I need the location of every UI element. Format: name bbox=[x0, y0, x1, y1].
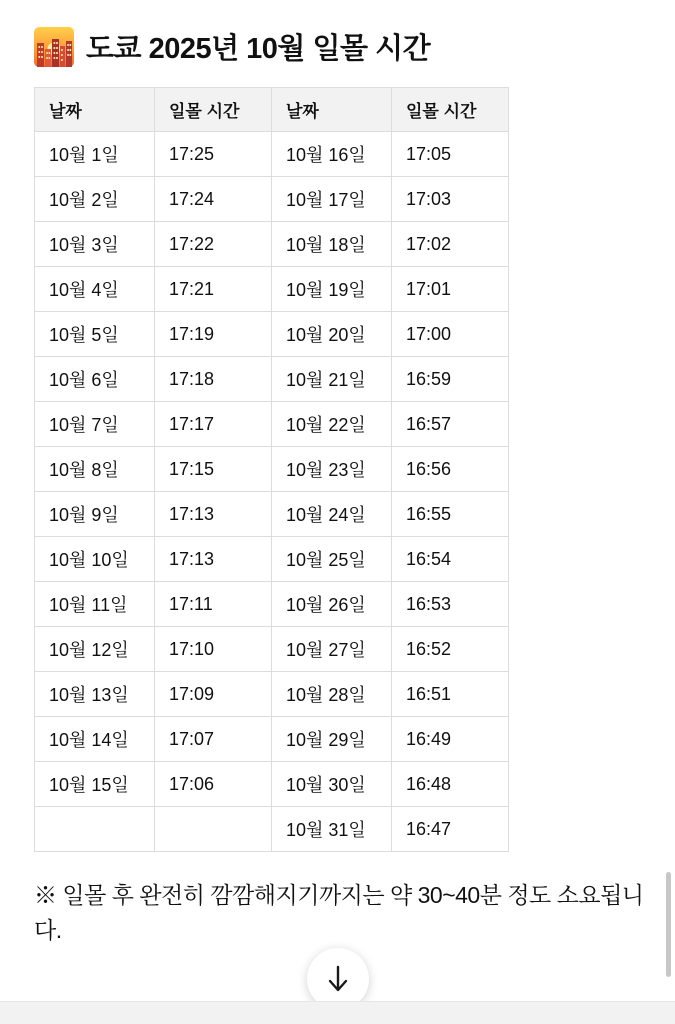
table-header-row bbox=[35, 88, 509, 132]
column-header-date-1: 날짜 bbox=[35, 88, 155, 132]
cell-time-right: 16:53 bbox=[392, 582, 509, 627]
column-header-date-2: 날짜 bbox=[272, 88, 392, 132]
table-row bbox=[35, 672, 509, 717]
table-row bbox=[35, 132, 509, 177]
cell-time-right: 17:05 bbox=[392, 132, 509, 177]
cell-time-right: 16:55 bbox=[392, 492, 509, 537]
column-header-sunset-2: 일몰 시간 bbox=[392, 88, 509, 132]
footnote-text: ※ 일몰 후 완전히 깜깜해지기까지는 약 30~40분 정도 소요됩니다. bbox=[34, 882, 644, 943]
cell-time-left bbox=[155, 807, 272, 852]
table-row bbox=[35, 717, 509, 762]
table-row bbox=[35, 222, 509, 267]
cell-date-left: 10월 13일 bbox=[35, 672, 155, 717]
cell-date-right: 10월 30일 bbox=[272, 762, 392, 807]
cell-date-left: 10월 12일 bbox=[35, 627, 155, 672]
cell-date-left: 10월 3일 bbox=[35, 222, 155, 267]
cell-time-left: 17:25 bbox=[155, 132, 272, 177]
cell-time-left: 17:13 bbox=[155, 492, 272, 537]
cell-time-right: 16:54 bbox=[392, 537, 509, 582]
column-header-sunset-1: 일몰 시간 bbox=[155, 88, 272, 132]
table-row bbox=[35, 402, 509, 447]
table-row bbox=[35, 807, 509, 852]
cell-date-left: 10월 15일 bbox=[35, 762, 155, 807]
cityscape-sunset-icon bbox=[34, 27, 74, 67]
cell-time-right: 17:03 bbox=[392, 177, 509, 222]
table-row bbox=[35, 312, 509, 357]
cell-time-right: 16:56 bbox=[392, 447, 509, 492]
sunset-times-table bbox=[34, 87, 509, 852]
cell-time-left: 17:17 bbox=[155, 402, 272, 447]
cell-time-right: 16:57 bbox=[392, 402, 509, 447]
cell-time-right: 16:49 bbox=[392, 717, 509, 762]
table-row bbox=[35, 627, 509, 672]
table-row bbox=[35, 537, 509, 582]
cell-date-right: 10월 22일 bbox=[272, 402, 392, 447]
cell-time-left: 17:15 bbox=[155, 447, 272, 492]
cell-time-left: 17:19 bbox=[155, 312, 272, 357]
cell-time-right: 16:47 bbox=[392, 807, 509, 852]
cell-time-right: 17:02 bbox=[392, 222, 509, 267]
cell-time-right: 16:51 bbox=[392, 672, 509, 717]
table-row bbox=[35, 492, 509, 537]
cell-date-left bbox=[35, 807, 155, 852]
cell-date-left: 10월 2일 bbox=[35, 177, 155, 222]
table-row bbox=[35, 357, 509, 402]
cell-date-left: 10월 11일 bbox=[35, 582, 155, 627]
page-title-text: 도쿄 2025년 10월 일몰 시간 bbox=[86, 33, 431, 65]
cell-date-right: 10월 19일 bbox=[272, 267, 392, 312]
cell-date-left: 10월 4일 bbox=[35, 267, 155, 312]
cell-time-right: 17:01 bbox=[392, 267, 509, 312]
table-row bbox=[35, 447, 509, 492]
cell-date-right: 10월 21일 bbox=[272, 357, 392, 402]
cell-time-left: 17:13 bbox=[155, 537, 272, 582]
cell-time-right: 16:52 bbox=[392, 627, 509, 672]
cell-date-left: 10월 10일 bbox=[35, 537, 155, 582]
cell-time-left: 17:24 bbox=[155, 177, 272, 222]
cell-time-left: 17:09 bbox=[155, 672, 272, 717]
page-title bbox=[34, 26, 641, 67]
cell-time-right: 17:00 bbox=[392, 312, 509, 357]
cell-time-left: 17:21 bbox=[155, 267, 272, 312]
cell-time-left: 17:22 bbox=[155, 222, 272, 267]
bottom-strip bbox=[0, 1001, 675, 1024]
cell-date-left: 10월 6일 bbox=[35, 357, 155, 402]
cell-date-right: 10월 24일 bbox=[272, 492, 392, 537]
cell-time-left: 17:06 bbox=[155, 762, 272, 807]
cell-date-right: 10월 29일 bbox=[272, 717, 392, 762]
cell-date-right: 10월 28일 bbox=[272, 672, 392, 717]
cell-time-right: 16:59 bbox=[392, 357, 509, 402]
cell-date-left: 10월 1일 bbox=[35, 132, 155, 177]
cell-date-right: 10월 18일 bbox=[272, 222, 392, 267]
table-row bbox=[35, 267, 509, 312]
cell-date-right: 10월 26일 bbox=[272, 582, 392, 627]
cell-date-left: 10월 14일 bbox=[35, 717, 155, 762]
cell-date-right: 10월 16일 bbox=[272, 132, 392, 177]
cell-time-left: 17:18 bbox=[155, 357, 272, 402]
table-row bbox=[35, 582, 509, 627]
table-row bbox=[35, 177, 509, 222]
cell-date-right: 10월 31일 bbox=[272, 807, 392, 852]
cell-date-right: 10월 23일 bbox=[272, 447, 392, 492]
cell-time-right: 16:48 bbox=[392, 762, 509, 807]
cell-date-right: 10월 20일 bbox=[272, 312, 392, 357]
cell-date-left: 10월 7일 bbox=[35, 402, 155, 447]
cell-date-right: 10월 27일 bbox=[272, 627, 392, 672]
cell-date-right: 10월 17일 bbox=[272, 177, 392, 222]
vertical-scrollbar[interactable] bbox=[666, 872, 671, 977]
arrow-down-icon bbox=[325, 964, 351, 994]
cell-date-left: 10월 9일 bbox=[35, 492, 155, 537]
table-row bbox=[35, 762, 509, 807]
cell-date-left: 10월 5일 bbox=[35, 312, 155, 357]
cell-time-left: 17:11 bbox=[155, 582, 272, 627]
cell-time-left: 17:07 bbox=[155, 717, 272, 762]
cell-time-left: 17:10 bbox=[155, 627, 272, 672]
cell-date-right: 10월 25일 bbox=[272, 537, 392, 582]
cell-date-left: 10월 8일 bbox=[35, 447, 155, 492]
